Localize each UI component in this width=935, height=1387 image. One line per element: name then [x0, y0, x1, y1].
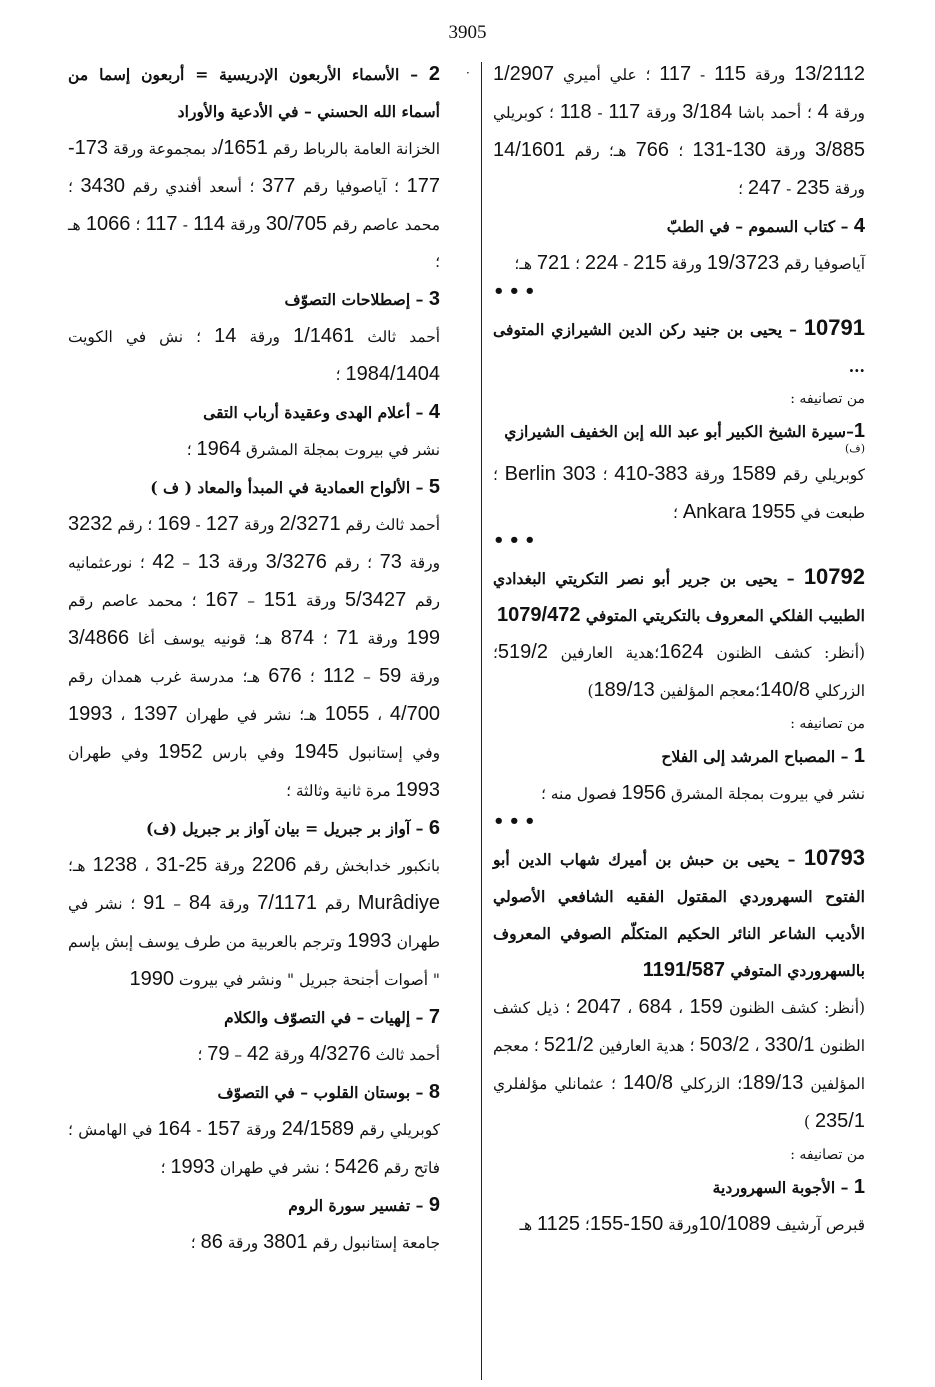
number-token: 1079/472 [497, 604, 581, 626]
number-token: 167 [205, 589, 239, 611]
work-title: 2 – الأسماء الأربعون الإدريسية = أربعون إسما من أسماء الله الحسني – في الأدعية والأوراد [68, 63, 440, 121]
work-title: 1 – المصباح المرشد إلى الفلاح [661, 745, 865, 767]
number-token: 7 [428, 1006, 440, 1028]
works-label: من تصانيفه : [790, 716, 865, 732]
work-title: 5 – الألواح العمادية في المبدأ والمعاد ( ف ) [150, 476, 440, 498]
number-token: 235 [796, 177, 830, 199]
number-token: 874 [280, 627, 315, 649]
number-token: 1964 [196, 438, 242, 460]
manuscript-references: نشر في بيروت بمجلة المشرق 1964 ؛ [186, 438, 440, 460]
section-separator: ••• [493, 281, 540, 302]
number-token: 86 [200, 1231, 223, 1253]
manuscript-references: نشر في بيروت بمجلة المشرق 1956 فصول منه ؛ [540, 782, 865, 804]
number-token: 1952 [158, 741, 203, 763]
number-token: 91 [143, 892, 166, 914]
number-token: 117 [145, 213, 178, 235]
number-token: 3 [428, 288, 440, 310]
number-token: 79 [207, 1043, 230, 1065]
section-separator: ••• [493, 530, 540, 551]
number-token: 521/2 [543, 1034, 594, 1056]
number-token: 71 [336, 627, 359, 649]
number-token: 9 [428, 1194, 440, 1216]
number-token: 224 [584, 252, 619, 274]
number-token: 13/2112 [794, 63, 865, 85]
number-token: 1055 [324, 703, 370, 725]
number-token: 42 [246, 1043, 270, 1065]
number-token: 117 [659, 63, 692, 85]
number-token: 10791 [803, 315, 865, 340]
number-token: 1589 [731, 463, 777, 485]
number-token: 4 [853, 215, 865, 237]
manuscript-references: 13/2112 ورقة 115 - 117 ؛ علي أميري 1/2907 ورقة 4 ؛ أحمد باشا 3/184 ورقة 117 - 118 ؛ كوبريلي 3/885 ورقة 130-131 ؛ 766 هـ؛ رقم 14/1601 ورقة 235 - 247 ؛ [493, 63, 865, 199]
number-token: Ankara [682, 501, 747, 523]
number-token: 1955 [751, 501, 796, 523]
manuscript-references: أحمد ثالث رقم 2/3271 ورقة 127 - 169 ؛ رقم 3232 ورقة 73 ؛ رقم 3/3276 ورقة 13 – 42 ؛ نورعثمانيه رقم 5/3427 ورقة 151 – 167 ؛ محمد عاصم رقم 199 ورقة 71 ؛ 874 هـ؛ قونيه يوسف أغا 3/4866 ورقة 59 – 112 ؛ 676 هـ؛ مدرسة غرب همدان رقم 4/700 ، 1055 هـ؛ نشر في طهران 1397 ، 1993 وفي إستانبول 1945 وفي بارس 1952 وفي طهران 1993 مرة ثانية وثالثة ؛ [68, 513, 440, 801]
number-token: 59 [379, 665, 402, 687]
manuscript-references: الخزانة العامة بالرباط رقم 1651/د بمجموعة ورقة 173-177 ؛ آياصوفيا رقم 377 ؛ أسعد أفندي رقم 3430 ؛ محمد عاصم رقم 30/705 ورقة 114 - 117 ؛ 1066 هـ ؛ [68, 137, 440, 271]
number-token: 3/885 [814, 139, 865, 161]
number-token: 303 [562, 463, 596, 485]
number-token: 117 [608, 101, 641, 123]
number-token: 6 [428, 817, 440, 839]
number-token: 4/3276 [309, 1043, 371, 1065]
number-token: 169 [157, 513, 191, 535]
number-token: 1191/587 [642, 959, 726, 981]
work-title: 1 – الأجوبة السهروردية [712, 1176, 865, 1198]
number-token: 19/3723 [706, 252, 780, 274]
number-token: 2 [428, 63, 440, 85]
number-token: 8 [428, 1081, 440, 1103]
manuscript-references: جامعة إستانبول رقم 3801 ورقة 86 ؛ [190, 1231, 440, 1253]
number-token: 1 [853, 745, 865, 767]
number-token: 1993 [68, 703, 113, 725]
number-token: 1125 [537, 1213, 581, 1235]
number-token: 1993 [395, 779, 440, 801]
number-token: 130-131 [692, 139, 766, 161]
number-token: 1651/ [217, 137, 268, 159]
number-token: 3801 [263, 1231, 308, 1253]
manuscript-references: (أنظر: كشف الظنون 1624؛هدية العارفين 519/2؛ الزركلي 140/8؛معجم المؤلفين 189/13) [493, 641, 865, 701]
number-token: 2047 [576, 996, 621, 1018]
work-title: 7 – إلهيات – في التصوّف والكلام [224, 1006, 440, 1028]
work-title: 3 – إصطلاحات التصوّف [284, 288, 440, 310]
manuscript-references: آياصوفيا رقم 19/3723 ورقة 215 - 224 ؛ 721 هـ؛ [514, 252, 865, 274]
number-token: 766 [635, 139, 670, 161]
number-token: 519/2 [497, 641, 548, 663]
number-token: 2/3271 [279, 513, 341, 535]
number-token: 13 [197, 551, 220, 573]
number-token: 24/1589 [281, 1118, 354, 1140]
number-token: 14/1601 [493, 139, 566, 161]
number-token: 1993 [347, 930, 392, 952]
number-token: 10/1089 [698, 1213, 771, 1235]
manuscript-references: قبرص آرشيف 10/1089ورقة 150-155؛ 1125 هـ [519, 1213, 865, 1235]
number-token: 112 [323, 665, 355, 687]
work-title: 8 – بوستان القلوب – في التصوّف [217, 1081, 440, 1103]
number-token: 5426 [334, 1156, 379, 1178]
translation-tag: (ف) [845, 442, 865, 455]
number-token: 25-31 [156, 854, 208, 876]
number-token: 30/705 [265, 213, 328, 235]
number-token: 4 [428, 401, 440, 423]
number-token: 1238 [92, 854, 138, 876]
work-title: 4 – كتاب السموم – في الطبّ [666, 215, 865, 237]
number-token: 383-410 [614, 463, 688, 485]
author-entry-heading: 10791 – يحيى بن جنيد ركن الدين الشيرازي المتوفى ... [493, 315, 865, 376]
number-token: 5 [428, 476, 440, 498]
manuscript-references: بانكبور خدابخش رقم 2206 ورقة 25-31 ، 1238 هـ؛ Murâdiye رقم 7/1171 ورقة 84 – 91 ؛ نشر في طهران 1993 وترجم بالعربية من طرف يوسف إبش بإسم " أصوات أجنحة جبريل " ونشر في بيروت 1990 [68, 854, 441, 990]
number-token: 73 [379, 551, 402, 573]
number-token: 676 [268, 665, 302, 687]
number-token: 42 [152, 551, 175, 573]
number-token: 2206 [251, 854, 297, 876]
number-token: 3/3276 [265, 551, 327, 573]
number-token: 4/700 [389, 703, 440, 725]
right-column [493, 56, 865, 1244]
number-token: 150-155 [589, 1213, 664, 1235]
manuscript-references: (أنظر: كشف الظنون 159 ، 684 ، 2047 ؛ ذيل كشف الظنون 330/1 ، 503/2 ؛ هدية العارفين 521/2 ؛ معجم المؤلفين 189/13؛ الزركلي 140/8 ؛ عثمانلي مؤلفلري 235/1 ) [493, 996, 866, 1132]
number-token: 721 [536, 252, 571, 274]
manuscript-references: أحمد ثالث 1/1461 ورقة 14 ؛ نش في الكويت 1984/1404 ؛ [68, 325, 440, 385]
number-token: 10793 [803, 845, 865, 870]
section-separator: ••• [493, 811, 540, 832]
number-token: 3/4866 [68, 627, 130, 649]
work-title: 6 – آواز بر جبريل = بيان آواز بر جبريل (ف) [146, 817, 440, 839]
number-token: 1993 [170, 1156, 215, 1178]
number-token: 1066 [85, 213, 131, 235]
number-token: 1624 [659, 641, 704, 663]
number-token: 189/13 [742, 1072, 804, 1094]
author-entry-heading: 10792 – يحيى بن جرير أبو نصر التكريتي البغدادي الطبيب الفلكي المعروف بالتكريتي المتوفي 1079/472 [493, 564, 865, 626]
number-token: 199 [406, 627, 440, 649]
number-token: 1397 [133, 703, 178, 725]
author-entry-heading: 10793 – يحيى بن حبش بن أميرك شهاب الدين أبو الفتوح السهروردي المقتول الفقيه الشافعي الأصولي الأديب الشاعر النائر الحكيم المتكلّم الصوفي المعروف بالسهروردي المتوفي 1191/587 [493, 845, 865, 981]
divider-dot: · [466, 66, 470, 80]
number-token: 151 [263, 589, 298, 611]
number-token: 159 [689, 996, 723, 1018]
number-token: 164 [157, 1118, 192, 1140]
number-token: 157 [207, 1118, 241, 1140]
works-label: من تصانيفه : [790, 1147, 865, 1163]
number-token: 1990 [129, 968, 174, 990]
number-token: 189/13 [593, 679, 655, 701]
number-token: 1945 [294, 741, 339, 763]
number-token: 118 [559, 101, 592, 123]
number-token: Berlin [504, 463, 556, 485]
number-token: 127 [205, 513, 240, 535]
number-token: 215 [633, 252, 667, 274]
number-token: 5/3427 [345, 589, 407, 611]
number-token: 1 [853, 1176, 865, 1198]
number-token: 84 [188, 892, 212, 914]
number-token: 115 [714, 63, 746, 85]
number-token: 7/1171 [257, 892, 317, 914]
work-title: 9 – تفسير سورة الروم [288, 1194, 440, 1216]
manuscript-references: كوبريلي رقم 1589 ورقة 383-410 ؛ Berlin 303 ؛ طبعت في Ankara 1955 ؛ [493, 463, 865, 523]
manuscript-references: أحمد ثالث 4/3276 ورقة 42 – 79 ؛ [197, 1043, 440, 1065]
number-token: 14 [214, 325, 237, 347]
number-token: 10792 [803, 564, 865, 589]
number-token: 1 [853, 420, 865, 442]
number-token: 4 [817, 101, 829, 123]
work-title: 4 – أعلام الهدى وعقيدة أرباب التقى [203, 401, 440, 423]
number-token: 114 [193, 213, 225, 235]
number-token: 377 [261, 175, 296, 197]
number-token: 3430 [80, 175, 125, 197]
page-number: 3905 [448, 22, 487, 43]
number-token: 140/8 [759, 679, 810, 701]
work-title: 1–سيرة الشيخ الكبير أبو عبد الله إبن الخفيف الشيرازي [504, 420, 865, 442]
number-token: 1/1461 [293, 325, 355, 347]
number-token: 503/2 [699, 1034, 750, 1056]
number-token: 1/2907 [493, 63, 555, 85]
number-token: 1984/1404 [345, 363, 440, 385]
column-divider [481, 62, 482, 1380]
left-column [68, 56, 440, 1262]
number-token: 3232 [68, 513, 113, 535]
number-token: 3/184 [682, 101, 733, 123]
works-label: من تصانيفه : [790, 391, 865, 407]
number-token: 173-177 [68, 137, 440, 197]
number-token: 140/8 [622, 1072, 674, 1094]
number-token: 247 [747, 177, 782, 199]
number-token: 330/1 [764, 1034, 815, 1056]
number-token: 684 [638, 996, 672, 1018]
number-token: 1956 [621, 782, 667, 804]
manuscript-references: كوبريلي رقم 24/1589 ورقة 157 - 164 في الهامش ؛ فاتح رقم 5426 ؛ نشر في طهران 1993 ؛ [68, 1118, 440, 1178]
number-token: 235/1 [814, 1110, 865, 1132]
number-token: Murâdiye [357, 892, 441, 914]
